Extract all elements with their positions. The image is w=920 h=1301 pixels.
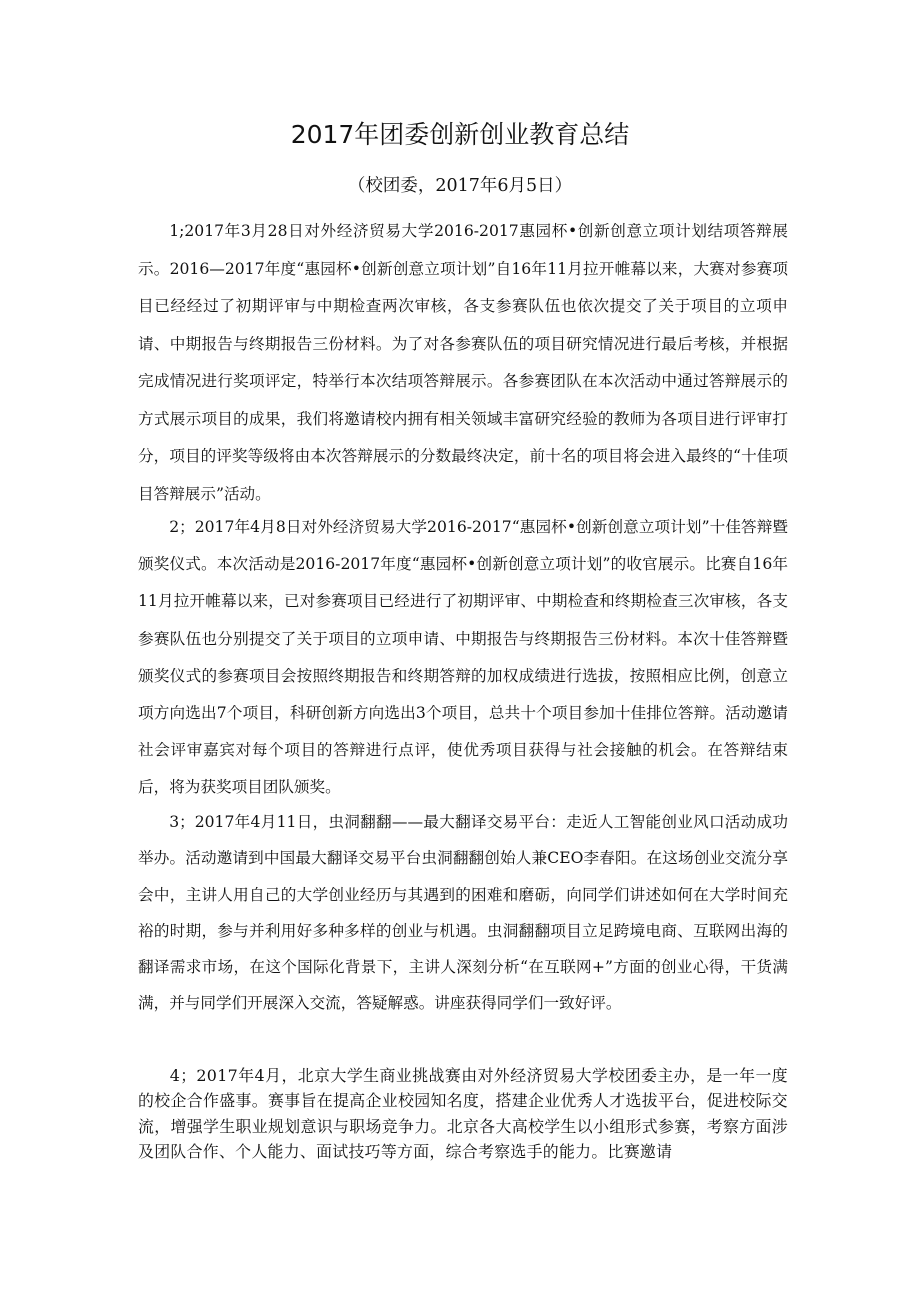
- paragraph-3: 3；2017年4月11日，虫洞翻翻——最大翻译交易平台：走近人工智能创业风口活动成功举办。活动邀请到中国最大翻译交易平台虫洞翻翻创始人兼CEO李春阳。在这场创业交流分享会中，主讲人用自己的大学创业经历与其遇到的困难和磨砺，向同学们讲述如何在大学时间充裕的时期，参与并利用好多种多样的创业与机遇。虫洞翻翻项目立足跨境电商、互联网出海的翻译需求市场，在这个国际化背景下，主讲人深刻分析“在互联网+”方面的创业心得，干货满满，并与同学们开展深入交流，答疑解惑。讲座获得同学们一致好评。: [138, 813, 788, 1013]
- document-title: 2017年团委创新创业教育总结: [290, 120, 630, 149]
- paragraph-1: 1;2017年3月28日对外经济贸易大学2016-2017惠园杯•创新创意立项计划结项答辩展示。2016—2017年度“惠园杯•创新创意立项计划”自16年11月拉开帷幕以来，大赛对参赛项目已经经过了初期评审与中期检查两次审核，各支参赛队伍也依次提交了关于项目的立项申请、中期报告与终期报告三份材料。为了对各参赛队伍的项目研究情况进行最后考核，并根据完成情况进行奖项评定，特举行本次结项答辩展示。各参赛团队在本次活动中通过答辩展示的方式展示项目的成果，我们将邀请校内拥有相关领域丰富研究经验的教师为各项目进行评审打分，项目的评奖等级将由本次答辩展示的分数最终决定，前十名的项目将会进入最终的“十佳项目答辩展示”活动。: [138, 222, 788, 503]
- paragraph-2: 2；2017年4月8日对外经济贸易大学2016-2017“惠园杯•创新创意立项计划”十佳答辩暨颁奖仪式。本次活动是2016-2017年度“惠园杯•创新创意立项计划”的收官展示。比赛自16年11月拉开帷幕以来，已对参赛项目已经进行了初期评审、中期检查和终期检查三次审核，各支参赛队伍也分别提交了关于项目的立项申请、中期报告与终期报告三份材料。本次十佳答辩暨颁奖仪式的参赛项目会按照终期报告和终期答辩的加权成绩进行选拔，按照相应比例，创意立项方向选出7个项目，科研创新方向选出3个项目，总共十个项目参加十佳排位答辩。活动邀请社会评审嘉宾对每个项目的答辩进行点评，使优秀项目获得与社会接触的机会。在答辩结束后，将为获奖项目团队颁奖。: [138, 518, 788, 797]
- document-subtitle: （校团委，2017年6月5日）: [347, 176, 573, 196]
- paragraph-4: 4；2017年4月，北京大学生商业挑战赛由对外经济贸易大学校团委主办，是一年一度的校企合作盛事。赛事旨在提高企业校园知名度，搭建企业优秀人才选拔平台，促进校际交流，增强学生职业规划意识与职场竞争力。北京各大高校学生以小组形式参赛，考察方面涉及团队合作、个人能力、面试技巧等方面，综合考察选手的能力。比赛邀请: [138, 1066, 788, 1162]
